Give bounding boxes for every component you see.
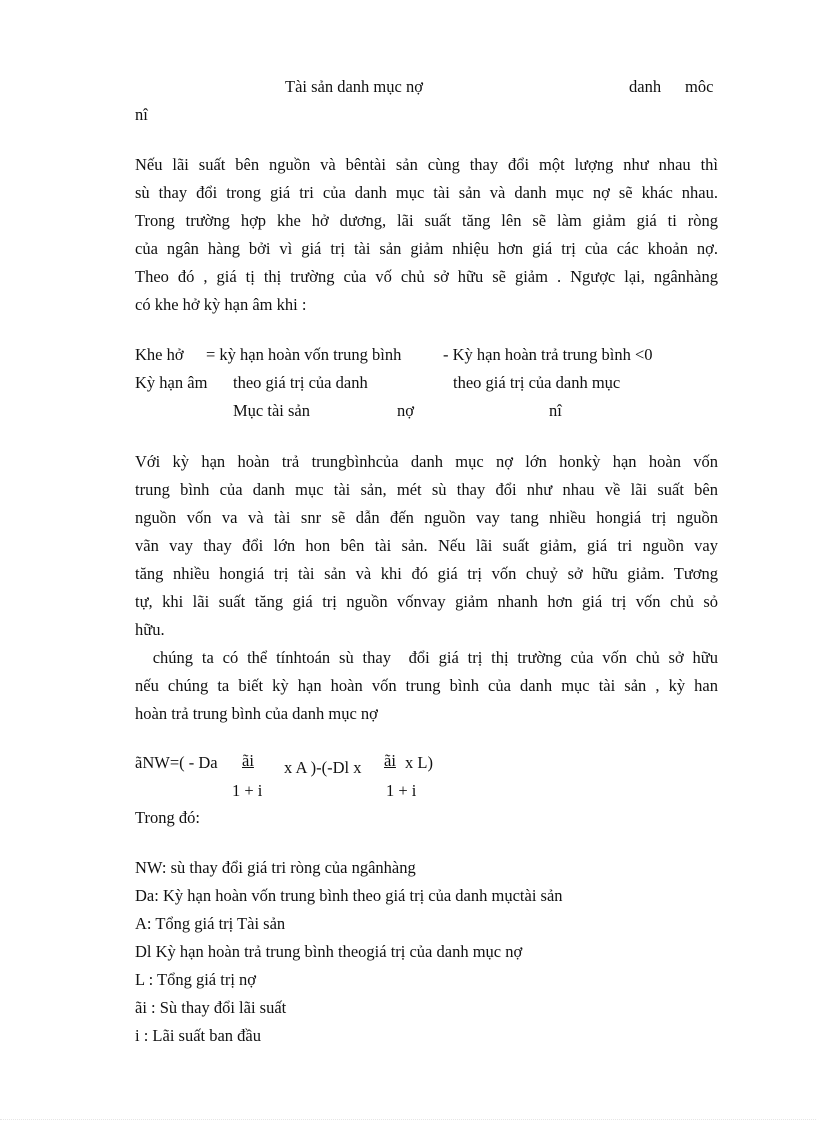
para2-line-2: trung bình của danh mục tài sản, mét sù thay đổi như nhau về lãi suất bên [135, 480, 718, 499]
definition-l: L : Tổng giá trị nợ [135, 970, 257, 989]
gap-r2-liability: theo giá trị của danh mục [453, 373, 621, 392]
para3-line-2: nếu chúng ta biết kỳ hạn hoàn vốn trung bình của danh mục tài sản , kỳ han [135, 676, 718, 695]
gap-r3-liability: nî [549, 401, 562, 420]
para1-line-1: Nếu lãi suất bên nguồn và bêntài sản cùng thay đổi một lượng như nhau thì [135, 155, 718, 174]
para2-line-5: tăng nhiều hongiá trị tài sản và khi đó giá trị vốn chuỷ sở hữu giảm. Tương [135, 564, 718, 583]
nw-formula-tail: x L) [405, 753, 433, 772]
para2-line-7: hữu. [135, 620, 165, 639]
definition-nw: NW: sù thay đổi giá tri ròng của ngânhàng [135, 858, 416, 877]
page-bottom-edge [0, 1119, 816, 1123]
definition-i: i : Lãi suất ban đầu [135, 1026, 262, 1045]
nw-frac1-numerator: ãi [242, 751, 254, 770]
gap-r3-asset: Mục tài sản [233, 401, 310, 420]
definition-da: Da: Kỳ hạn hoàn vốn trung bình theo giá trị của danh mụctài sản [135, 886, 563, 905]
header-word-danh: danh [629, 77, 662, 96]
nw-frac2-numerator: ãi [384, 751, 396, 770]
para1-line-3: Trong trường hợp khe hở dương, lãi suất tăng lên sẽ làm giảm giá ti ròng [135, 211, 718, 230]
para3-line-1: chúng ta có thể tínhtoán sù thay đổi giá trị thị trường của vốn chủ sở hữu [135, 648, 718, 667]
nw-frac2-denominator: 1 + i [386, 781, 417, 800]
gap-r1-asset: = kỳ hạn hoàn vốn trung bình [206, 345, 402, 364]
para2-line-3: nguồn vốn va và tài snr sẽ dẫn đến nguồn vay tang nhiều hongiá trị nguồn [135, 508, 718, 527]
para2-line-4: vãn vay thay đổi lớn hon bên tài sản. Nếu lãi suất giảm, giá tri nguồn vay [135, 536, 718, 555]
para2-line-1: Với kỳ hạn hoàn trả trungbìnhcủa danh mục nợ lớn honkỳ hạn hoàn vốn [135, 452, 718, 471]
para1-line-4: của ngân hàng bởi vì giá trị tài sản giảm nhiệu hơn giá trị của các khoản nợ. [135, 239, 718, 258]
gap-r1-liability: - Kỳ hạn hoàn trả trung bình <0 [443, 345, 653, 364]
para3-line-3: hoàn trả trung bình của danh mục nợ [135, 704, 378, 723]
gap-r2-label: Kỳ hạn âm [135, 373, 208, 392]
para1-line-6: có khe hở kỳ hạn âm khi : [135, 295, 307, 314]
para2-line-6: tự, khi lãi suất tăng giá trị nguồn vốnvay giảm nhanh hơn giá trị vốn chủ sỏ [135, 592, 718, 611]
where-label: Trong đó: [135, 808, 200, 827]
definition-a: A: Tổng giá trị Tài sản [135, 914, 286, 933]
gap-r1-label: Khe hở [135, 345, 184, 364]
nw-formula-mid: x A )-(-Dl x [284, 758, 362, 777]
nw-frac1-denominator: 1 + i [232, 781, 263, 800]
para1-line-5: Theo đó , giá tị thị trường của vố chủ sở hữu sẽ giảm . Ngược lại, ngânhàng [135, 267, 718, 286]
header-title: Tài sản danh mục nợ [285, 77, 423, 96]
nw-formula-lhs: ãNW=( - Da [135, 753, 218, 772]
header-line2: nî [135, 105, 148, 124]
gap-r2-asset: theo giá trị của danh [233, 373, 368, 392]
definition-dl: Dl Kỳ hạn hoàn trả trung bình theogiá trị của danh mục nợ [135, 942, 523, 961]
definition-delta-i: ãi : Sù thay đổi lãi suất [135, 998, 287, 1017]
header-word-moc: môc [685, 77, 714, 96]
para1-line-2: sù thay đổi trong giá tri của danh mục tài sản và danh mục nợ sẽ khác nhau. [135, 183, 718, 202]
gap-r3-mid: nợ [397, 401, 414, 420]
